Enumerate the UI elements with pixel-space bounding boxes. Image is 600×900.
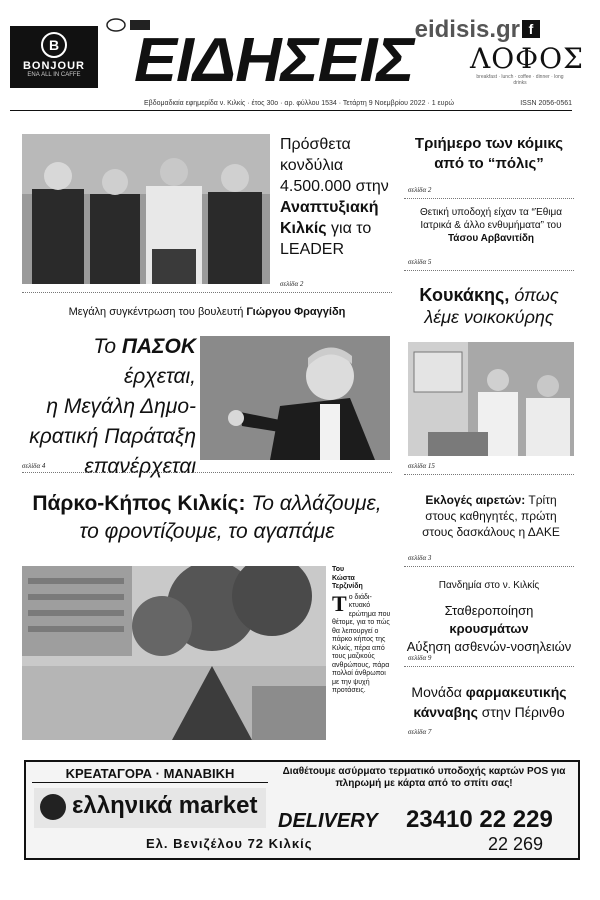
park-head-italic-1: Το αλλάζουμε, — [251, 492, 382, 515]
comics-page-ref: σελίδα 2 — [408, 186, 432, 194]
pasok-line-2: η Μεγάλη Δημο- — [46, 395, 196, 418]
divider — [404, 474, 574, 475]
website-url[interactable]: eidisis.gr — [414, 16, 520, 43]
elections-text-1: Τρίτη — [528, 493, 557, 507]
park-byline-1: Του — [332, 566, 345, 573]
divider — [22, 472, 392, 473]
pandemic-kicker: Πανδημία στο ν. Κιλκίς — [438, 580, 540, 591]
park-photo — [22, 566, 326, 740]
elections-text-2: στους καθηγητές, πρώτη — [425, 509, 557, 523]
lead-headline[interactable] — [280, 134, 390, 274]
comics-headline[interactable] — [404, 134, 574, 174]
customs-page-ref: σελίδα 5 — [408, 258, 432, 266]
facebook-icon[interactable]: f — [522, 20, 540, 38]
cannabis-line-2b: στην Πέρινθο — [481, 704, 565, 720]
cannabis-line-1a: Μονάδα — [411, 684, 462, 700]
park-byline-2: Κώστα — [332, 574, 355, 582]
customs-headline[interactable] — [408, 206, 574, 245]
comics-line-2: από το “πόλις” — [434, 155, 544, 172]
officials-photo — [22, 134, 270, 284]
park-article — [332, 566, 392, 696]
koukakis-italic-2: λέμε νοικοκύρης — [424, 307, 554, 327]
park-byline-3: Τερζινίδη — [332, 583, 363, 590]
elections-bold: Εκλογές αιρετών: — [425, 493, 526, 507]
elections-page-ref: σελίδα 3 — [408, 554, 432, 562]
divider — [22, 292, 392, 293]
bonjour-letter: B — [41, 32, 67, 58]
park-dropcap: Τ — [332, 590, 347, 616]
pasok-line-1c: έρχεται, — [124, 365, 196, 388]
pasok-line-1b: ΠΑΣΟΚ — [121, 335, 196, 358]
cannabis-line-2a: κάνναβης — [413, 704, 478, 720]
koukakis-italic-1: όπως — [514, 285, 559, 305]
ad-brand: ελληνικά market — [72, 792, 258, 819]
koukakis-headline[interactable] — [404, 284, 574, 328]
ad-delivery: DELIVERY — [278, 810, 378, 832]
pasok-line-1 — [22, 332, 196, 392]
pandemic-line-1a: Σταθεροποίηση — [444, 603, 534, 618]
pasok-kicker — [22, 306, 392, 318]
koukakis-page-ref: σελίδα 15 — [408, 462, 435, 470]
park-body: ο διάδι-κτυακό ερώτημα που θέτομε, για το πώς θα λειτουργεί ο πάρκο κήπος της Κιλκίς, πέρα από τους μαζικούς ανθρώπους, πάρα πολλοί άνθρωποι με την ψυχή προτάσεις. — [332, 593, 391, 694]
bonjour-subtitle: ΕΝΑ ALL IN CAFFE — [27, 72, 81, 78]
ad-shop: ΚΡΕΑΤΑΓΟΡΑ · ΜΑΝΑΒΙΚΗ — [32, 766, 268, 783]
cannabis-headline[interactable] — [404, 682, 574, 722]
speaker-photo — [200, 336, 390, 460]
pasok-kicker-bold: Γιώργου Φραγγίδη — [246, 306, 346, 318]
bonjour-ad-logo — [10, 26, 98, 88]
newspaper-title: ΕΙΔΗΣΕΙΣ — [134, 26, 414, 95]
ad-phone-2[interactable]: 22 269 — [488, 834, 544, 854]
pandemic-page-ref: σελίδα 9 — [408, 654, 432, 662]
park-headline[interactable] — [22, 490, 392, 546]
divider — [404, 270, 574, 271]
elections-text-3: στους δασκάλους η ΔΑΚΕ — [422, 525, 560, 539]
divider — [404, 198, 574, 199]
divider — [404, 666, 574, 667]
pandemic-line-2: Αύξηση ασθενών-νοσηλειών — [406, 639, 572, 654]
bonjour-name: BONJOUR — [22, 60, 85, 72]
elections-headline[interactable] — [408, 492, 574, 540]
pasok-line-3: κρατική Παράταξη — [29, 425, 196, 448]
lead-headline-plain: Πρόσθετα κονδύλια 4.500.000 στην — [280, 136, 389, 195]
pandemic-headline[interactable] — [404, 602, 574, 656]
park-head-italic-2: το φροντίζουμε, το αγαπάμε — [79, 520, 335, 543]
ad-brand-box — [34, 788, 266, 828]
pasok-line-4: επανέρχεται — [84, 455, 196, 478]
cannabis-page-ref: σελίδα 7 — [408, 728, 432, 736]
ad-phone-1[interactable]: 23410 22 229 — [406, 806, 553, 833]
dateline — [10, 98, 572, 111]
park-line-1 — [22, 490, 392, 518]
cannabis-line-1b: φαρμακευτικής — [465, 684, 567, 700]
comics-line-1: Τριήμερο των κόμικς — [414, 135, 564, 152]
park-head-bold: Πάρκο-Κήπος Κιλκίς: — [32, 492, 246, 515]
market-logo-icon — [40, 794, 66, 820]
bakers-photo — [408, 342, 574, 456]
lead-headline-bold: Αναπτυξιακή Κιλκίς — [280, 199, 379, 237]
lofos-tagline: breakfast · lunch · coffee · dinner · long drinks — [476, 74, 564, 86]
ad-address: Ελ. Βενιζέλου 72 Κιλκίς — [146, 836, 313, 851]
customs-text: Θετική υποδοχή είχαν τα “Έθιμα Ιατρικά & άλλο ενθυμήματα” του — [419, 207, 563, 231]
park-line-2 — [22, 518, 392, 546]
pandemic-line-1b: κρουσμάτων — [449, 621, 529, 636]
lofos-ad-logo — [470, 42, 584, 86]
ad-pos-text: Διαθέτουμε ασύρματο τερματικό υποδοχής καρτών POS για πληρωμή με κάρτα από το σπίτι σας! — [282, 766, 566, 789]
dateline-info: Εβδομαδιαία εφημερίδα ν. Κιλκίς · έτος 30ο · αρ. φύλλου 1534 · Τετάρτη 9 Νοεμβρίου 2022 · 1 ευρώ — [144, 100, 454, 107]
pasok-line-1a: Το — [93, 335, 117, 358]
divider — [404, 566, 574, 567]
pasok-page-ref: σελίδα 4 — [22, 462, 46, 470]
lead-page-ref: σελίδα 2 — [280, 280, 304, 288]
customs-author: Τάσου Αρβανιτίδη — [447, 233, 535, 244]
pasok-kicker-plain: Μεγάλη συγκέντρωση του βουλευτή — [68, 306, 244, 318]
lofos-name: ΛΟΦΟΣ — [470, 42, 584, 75]
koukakis-bold: Κουκάκης, — [419, 285, 510, 305]
lead-headline-tail: για το LEADER — [280, 220, 372, 258]
market-ad[interactable] — [24, 760, 580, 860]
pasok-headline[interactable] — [22, 332, 196, 482]
issn: ISSN 2056-0561 — [520, 100, 572, 107]
